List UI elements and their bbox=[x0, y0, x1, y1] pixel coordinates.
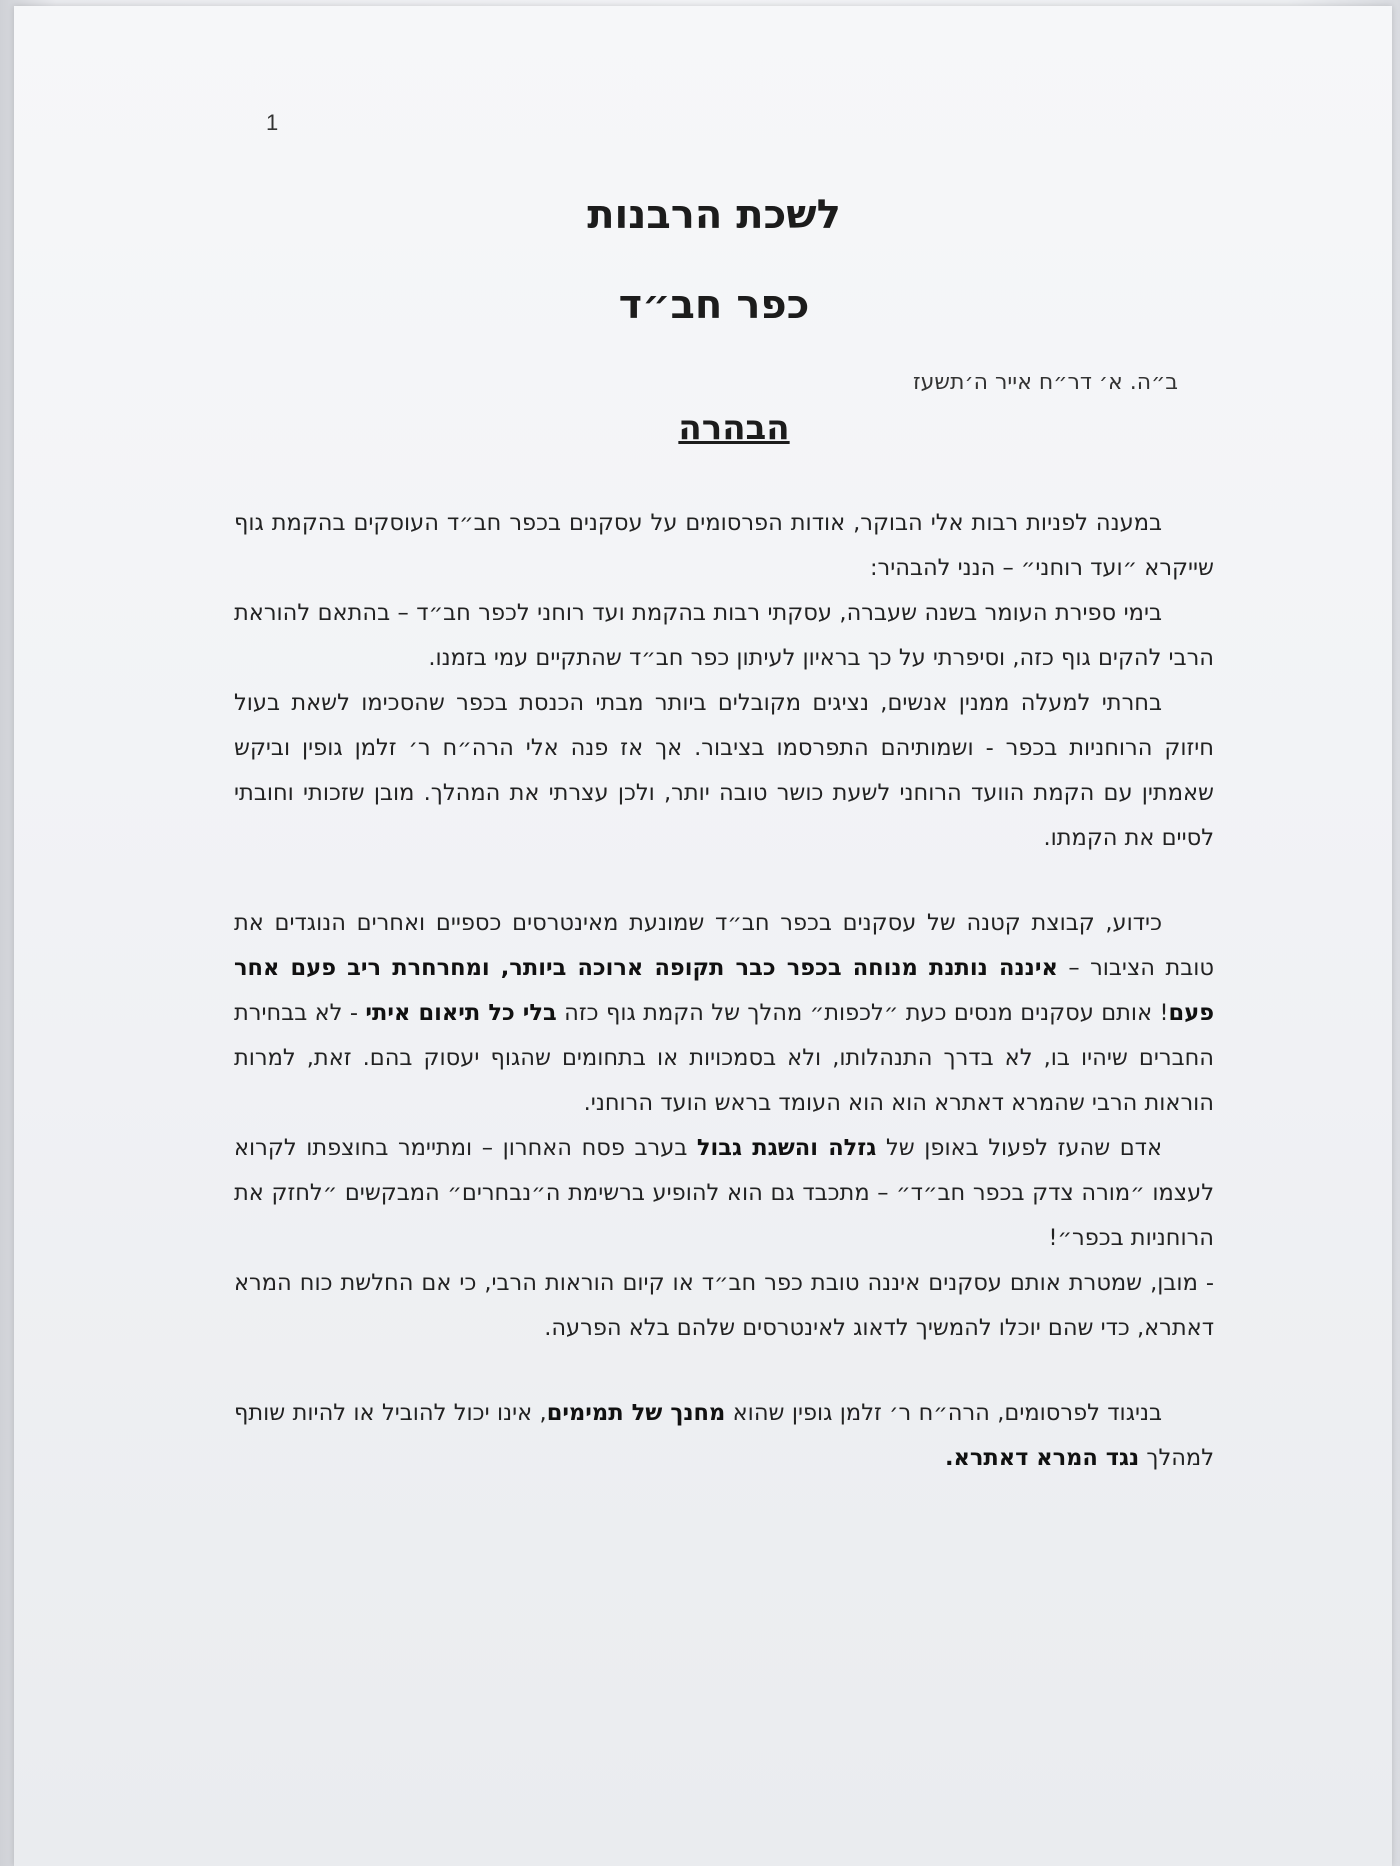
paragraph-7-text-a: בניגוד לפרסומים, הרה״ח ר׳ זלמן גופין שהוא bbox=[725, 1400, 1163, 1426]
document-body bbox=[234, 501, 1214, 1481]
paragraph-7-bold-1: מחנך של תמימים bbox=[546, 1400, 726, 1426]
paragraph-4 bbox=[234, 901, 1214, 1126]
paragraph-5-text-c: בערב פסח האחרון – ומתיימר בחוצפתו לקרוא לעצמו ״מורה צדק בכפר חב״ד״ – מתכבד גם הוא להופיע ברשימת ה״נבחרים״ המבקשים ״לחזק את הרוחניות בכפר״! bbox=[234, 1135, 1214, 1251]
document-date: ב״ה. א׳ דר״ח אייר ה׳תשעז bbox=[913, 370, 1178, 395]
paragraph-4-bold-1: איננה נותנת מנוחה בכפר כבר תקופה ארוכה ביותר, ומחרחרת ריב פעם אחר פעם bbox=[234, 955, 1214, 1026]
paragraph-3: בחרתי למעלה ממנין אנשים, נציגים מקובלים ביותר מבתי הכנסת בכפר שהסכימו לשאת בעול חיזוק הרוחניות בכפר - ושמותיהם התפרסמו בציבור. אך אז פנה אלי הרה״ח ר׳ זלמן גופין וביקש שאמתין עם הקמת הוועד הרוחני לשעת כושר טובה יותר, ולכן עצרתי את המהלך. מובן שזכותי וחובתי לסיים את הקמתו. bbox=[234, 690, 1214, 851]
paragraph-4-bold-2: בלי כל תיאום איתי bbox=[365, 1000, 557, 1026]
paragraph-7-bold-2: נגד המרא דאתרא. bbox=[944, 1445, 1140, 1471]
paragraph-5 bbox=[234, 1126, 1214, 1261]
paragraph-4-text-d: - לא בבחירת החברים שיהיו בו, לא בדרך התנהלותו, ולא בסמכויות או בתחומים שהגוף יעסוק בהם. זאת, למרות הוראות הרבי שהמרא דאתרא הוא הוא העומד בראש הועד הרוחני. bbox=[234, 1000, 1214, 1116]
paragraph-4-text-a: כידוע, קבוצת קטנה של עסקנים בכפר חב״ד שמונעת מאינטרסים כספיים ואחרים הנוגדים את טובת הציבור – bbox=[234, 910, 1214, 981]
paragraph-6: - מובן, שמטרת אותם עסקנים איננה טובת כפר חב״ד או קיום הוראות הרבי, כי אם החלשת כוח המרא דאתרא, כדי שהם יוכלו להמשיך לדאוג לאינטרסים שלהם בלא הפרעה. bbox=[234, 1270, 1214, 1341]
paragraph-1: במענה לפניות רבות אלי הבוקר, אודות הפרסומים על עסקנים בכפר חב״ד העוסקים בהקמת גוף שייקרא ״ועד רוחני״ – הנני להבהיר: bbox=[234, 510, 1214, 581]
document-subject: הבהרה bbox=[678, 408, 790, 448]
paragraph-4-text-c: ! אותם עסקנים מנסים כעת ״לכפות״ מהלך של הקמת גוף כזה bbox=[556, 1000, 1169, 1026]
header-line-1: לשכת הרבנות bbox=[587, 192, 841, 238]
paragraph-5-bold-1: גזלה והשגת גבול bbox=[696, 1135, 877, 1161]
paragraph-2: בימי ספירת העומר בשנה שעברה, עסקתי רבות בהקמת ועד רוחני לכפר חב״ד – בהתאם להוראת הרבי להקים גוף כזה, וסיפרתי על כך בראיון לעיתון כפר חב״ד שהתקיים עמי בזמנו. bbox=[234, 600, 1214, 671]
page-number: 1 bbox=[266, 110, 279, 135]
document-page bbox=[14, 6, 1392, 1866]
paragraph-7 bbox=[234, 1391, 1214, 1481]
paragraph-5-text-a: אדם שהעז לפעול באופן של bbox=[876, 1135, 1162, 1161]
paragraph-7-text-c: , אינו יכול להוביל או להיות שותף למהלך bbox=[234, 1400, 1214, 1471]
header-line-2: כפר חב״ד bbox=[618, 282, 810, 328]
